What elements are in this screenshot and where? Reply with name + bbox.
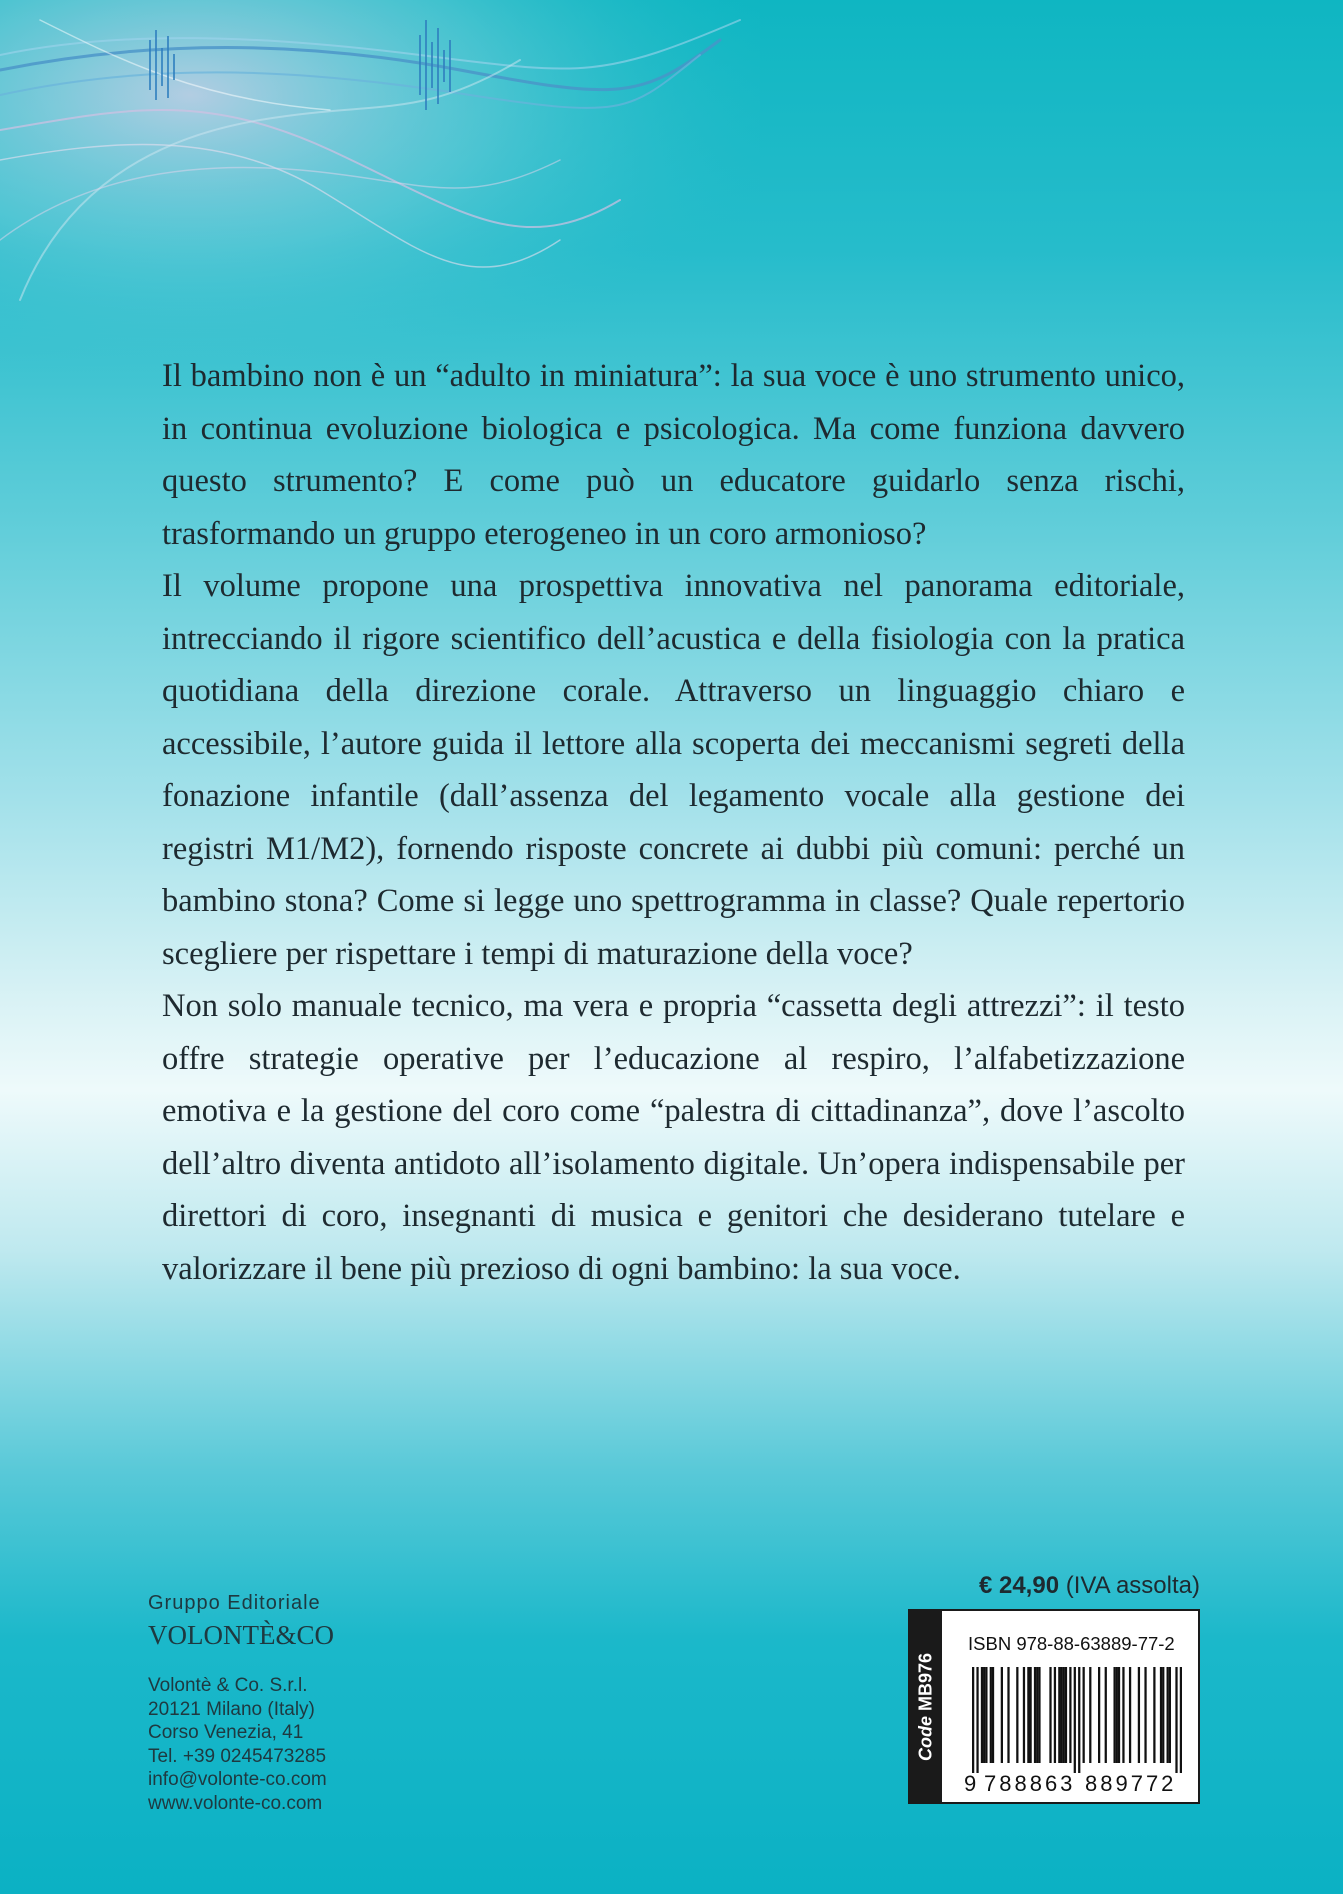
barcode-bars: [972, 1667, 1182, 1773]
barcode-bar: [1113, 1667, 1115, 1763]
barcode-bar: [990, 1667, 992, 1763]
barcode-bar: [1034, 1667, 1036, 1763]
publisher-logo: VOLONTÈ&CO: [148, 1620, 334, 1650]
barcode-bar: [1083, 1667, 1085, 1763]
product-code: [916, 1652, 937, 1760]
code-strip: [910, 1611, 942, 1802]
barcode-box: [908, 1609, 1200, 1804]
barcode-bar: [1175, 1667, 1177, 1773]
barcode-bar: [1160, 1667, 1162, 1763]
barcode-bar: [1023, 1667, 1025, 1763]
publisher-address: [148, 1674, 334, 1815]
barcode-bar: [1180, 1667, 1182, 1773]
publisher-phone: Tel. +39 0245473285: [148, 1745, 327, 1767]
barcode-bar: [1105, 1667, 1107, 1763]
barcode-bar: [1016, 1667, 1018, 1763]
barcode-bar: [1153, 1667, 1155, 1763]
publisher-info: [148, 1590, 334, 1815]
barcode-bar: [972, 1667, 974, 1773]
product-code-label: Code: [915, 1715, 936, 1761]
ean-first-digit: 9: [964, 1771, 977, 1796]
publisher-group-label: Gruppo Editoriale: [148, 1592, 321, 1614]
price-note: (IVA assolta): [1065, 1572, 1200, 1599]
barcode-bar: [1162, 1667, 1164, 1763]
barcode-bar: [976, 1667, 978, 1773]
barcode-bar: [981, 1667, 983, 1763]
barcode-bar: [1118, 1667, 1120, 1763]
ean-left-group: 788863: [984, 1771, 1076, 1796]
barcode-bar: [1169, 1667, 1171, 1763]
barcode-bar: [1001, 1667, 1003, 1763]
blurb-paragraph-1: Il bambino non è un “adulto in miniatura”: la sua voce è uno strumento unico, in continua evoluzione biologica e psicologica. Ma come funziona davvero questo strumento? E come può un educatore guidarlo senza rischi, trasformando un gruppo eterogeneo in un coro armonioso?: [162, 358, 1185, 552]
price-amount: € 24,90: [978, 1572, 1060, 1599]
barcode-bar: [1122, 1667, 1124, 1763]
ean-right-group: 889772: [1085, 1771, 1177, 1796]
barcode-bar: [1074, 1667, 1076, 1773]
barcode-bar: [1007, 1667, 1009, 1763]
barcode-bar: [1167, 1667, 1169, 1763]
blurb-text: [162, 350, 1185, 1295]
barcode-bar: [1144, 1667, 1146, 1763]
barcode-bar: [1027, 1667, 1029, 1763]
barcode-bar: [992, 1667, 994, 1763]
isbn-number: ISBN 978-88-63889-77-2: [968, 1633, 1175, 1654]
barcode-bar: [1038, 1667, 1040, 1763]
barcode-bar: [1065, 1667, 1067, 1763]
price-line: [946, 1572, 1200, 1600]
product-code-value: MB976: [915, 1652, 936, 1711]
barcode-bar: [1098, 1667, 1100, 1763]
barcode-bar: [1058, 1667, 1060, 1763]
sound-wave-illustration: [0, 0, 760, 380]
blurb-paragraph-3: Non solo manuale tecnico, ma vera e propria “cassetta degli attrezzi”: il testo offre strategie operative per l’educazione al respiro, l’alfabetizzazione emotiva e la gestione del coro come “palestra di cittadinanza”, dove l’ascolto dell’altro diventa antidoto all’isolamento digitale. Un’opera indispensabile per direttori di coro, insegnanti di musica e genitori che desiderano tutelare e valorizzare il bene più prezioso di ogni bambino: la sua voce.: [162, 988, 1185, 1287]
barcode-bar: [1069, 1667, 1071, 1763]
barcode-bar: [1049, 1667, 1051, 1763]
publisher-street: Corso Venezia, 41: [148, 1722, 304, 1743]
barcode-bar: [983, 1667, 985, 1763]
barcode-bar: [1116, 1667, 1118, 1763]
barcode-bar: [1063, 1667, 1065, 1763]
barcode-bar: [1078, 1667, 1080, 1773]
blurb-paragraph-2: Il volume propone una prospettiva innovativa nel panorama editoriale, intrecciando il rigore scientifico dell’acustica e della fisiologia con la pratica quotidiana della direzione corale. Attraverso un linguaggio chiaro e accessibile, l’autore guida il lettore alla scoperta dei meccanismi segreti della fonazione infantile (dall’assenza del legamento vocale alla gestione dei registri M1/M2), fornendo risposte concrete ai dubbi più comuni: perché un bambino stona? Come si legge uno spettrogramma in classe? Quale repertorio scegliere per rispettare i tempi di maturazione della voce?: [162, 568, 1185, 972]
barcode-bar: [1054, 1667, 1056, 1763]
barcode-bar: [1129, 1667, 1131, 1763]
barcode-bar: [1029, 1667, 1031, 1763]
barcode-bar: [1036, 1667, 1038, 1763]
publisher-email: info@volonte-co.com: [148, 1769, 327, 1790]
publisher-website: www.volonte-co.com: [148, 1792, 323, 1814]
publisher-city: 20121 Milano (Italy): [148, 1698, 315, 1720]
barcode-bar: [1060, 1667, 1062, 1763]
barcode-bar: [1138, 1667, 1140, 1763]
publisher-company: Volontè & Co. S.r.l.: [148, 1675, 308, 1696]
barcode-bar: [985, 1667, 987, 1763]
barcode-bar: [1089, 1667, 1091, 1763]
